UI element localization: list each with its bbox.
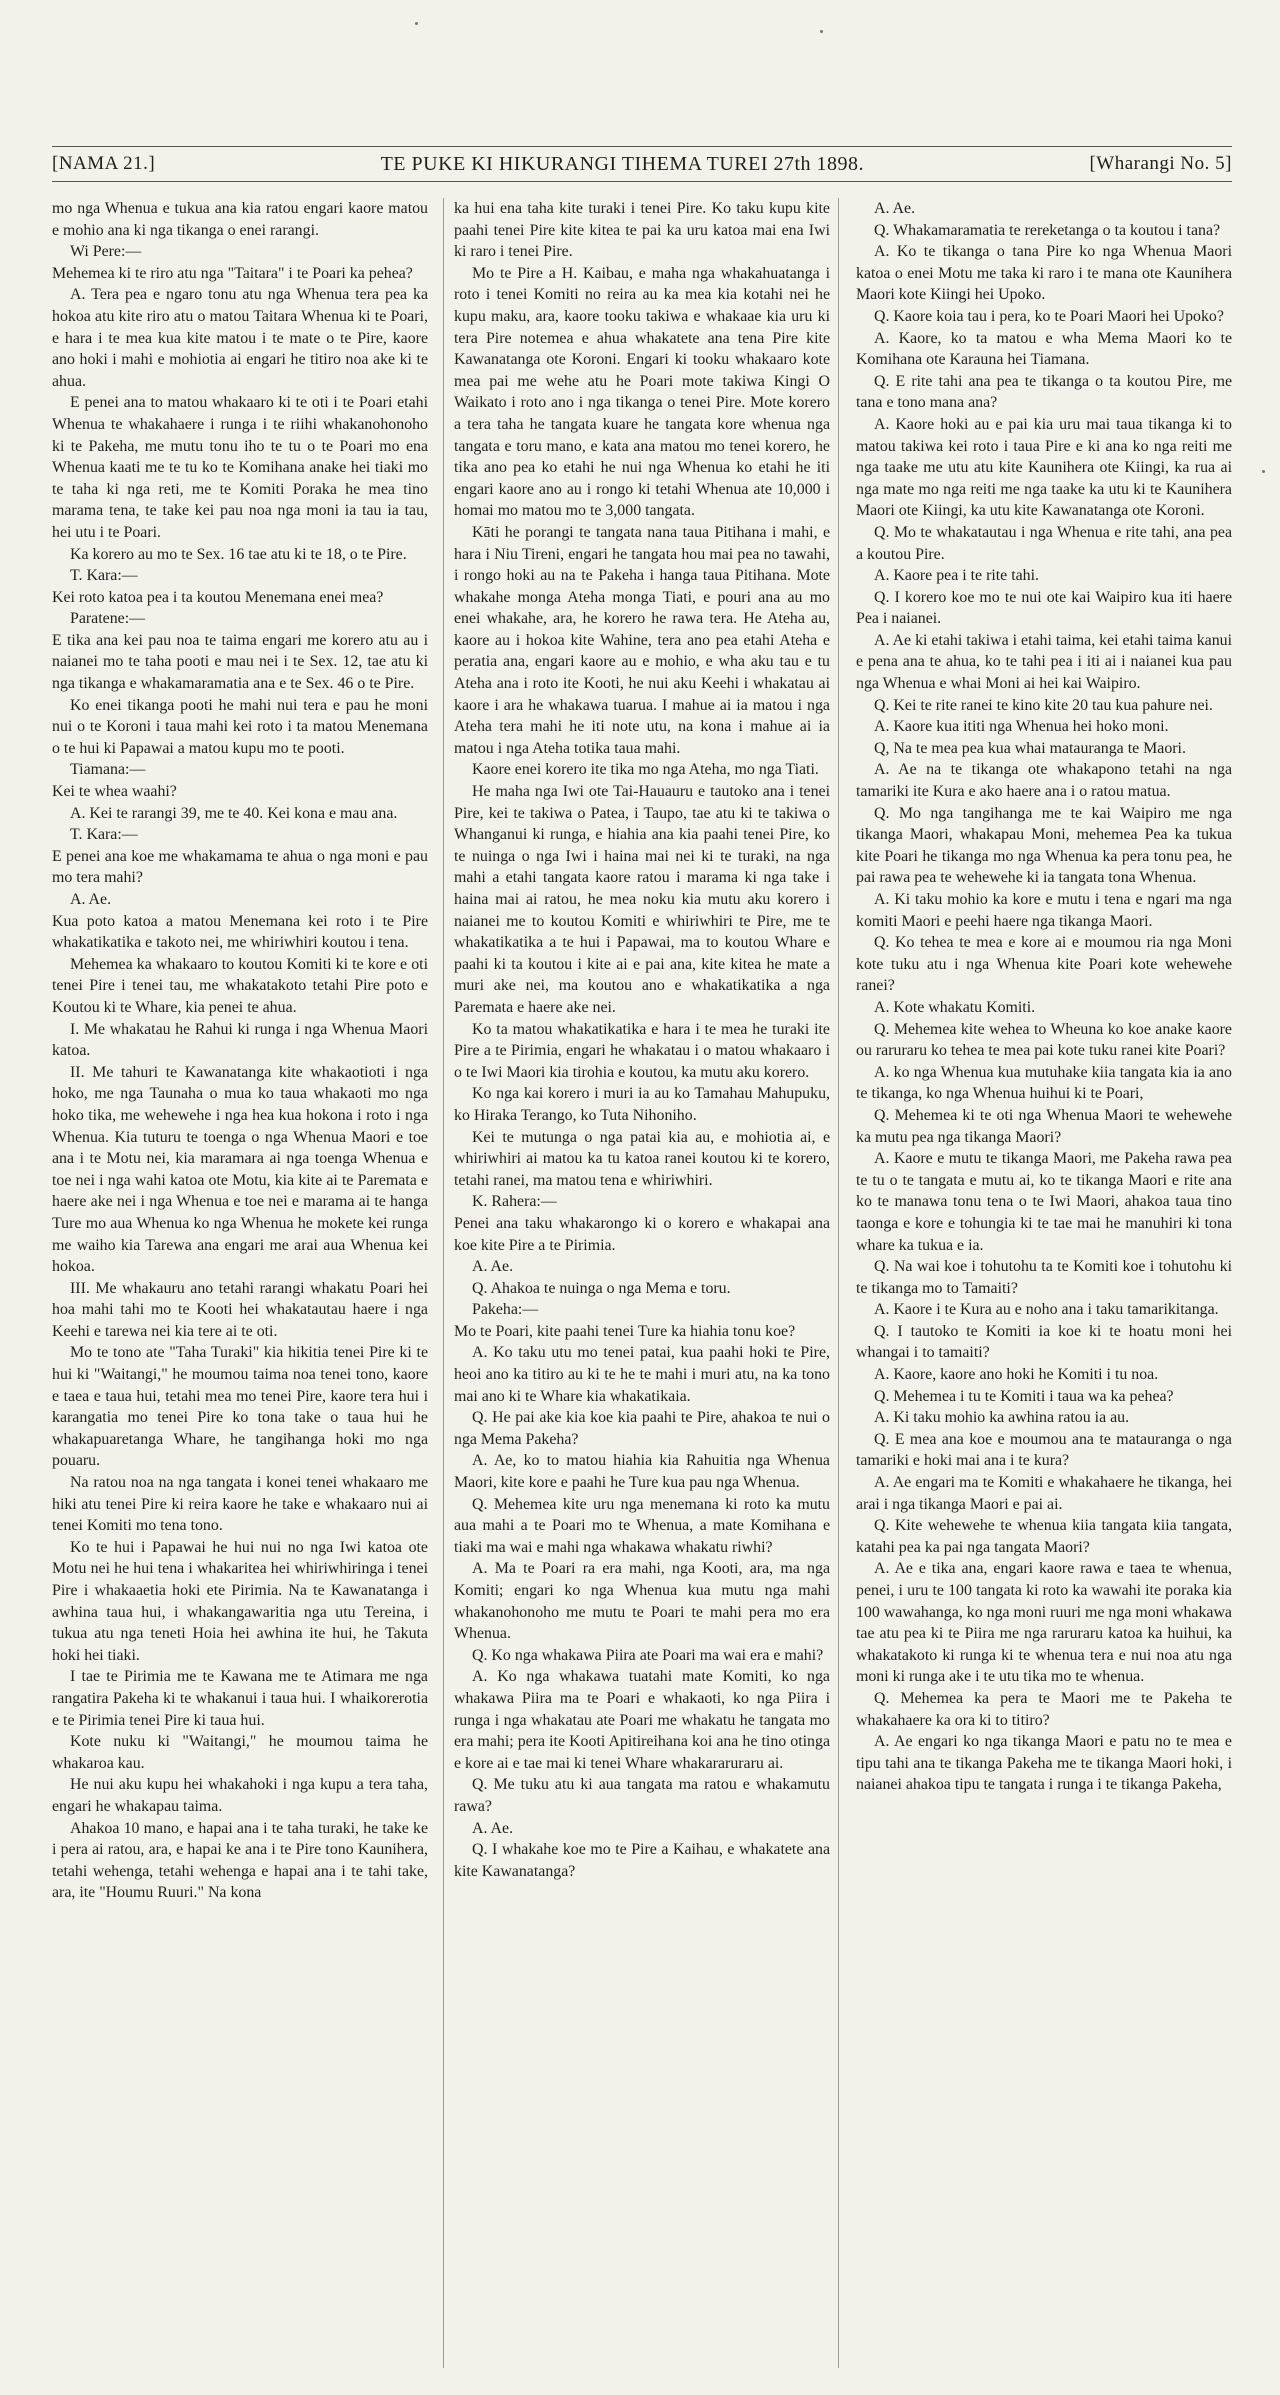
column-middle: [454, 198, 830, 2368]
paragraph: Paratene:—: [70, 610, 146, 628]
paragraph: A. Ko taku utu mo tenei patai, kua paahi hoki te Pire, heoi ano ka titiro au ki te he te mahi i muri atu, na ka tono mai ano ki te Whare kia whakatikaia.: [454, 1344, 830, 1405]
paragraph: Ka korero au mo te Sex. 16 tae atu ki te 18, o te Pire.: [70, 545, 407, 563]
paragraph: Q. Kei te rite ranei te kino kite 20 tau kua pahure nei.: [874, 696, 1213, 714]
paragraph: Mo te Poari, kite paahi tenei Ture ka hiahia tonu koe?: [454, 1322, 796, 1340]
paragraph: II. Me tahuri te Kawanatanga kite whakaotioti i nga hoko, me nga Taunaha o mua ko taua whakaoti mo nga hoko tika, me wehewehe i nga hea kua hokona i roto i nga Whenua. Kia tuturu te toenga o nga Whenua Maori e toe ana i te Motu nei, kia maramara ai nga toenga Whenua e toe nei i nga wahi katoa ote Motu, kia kite ai te Paremata e haere ake nei i nga Whenua e toe nei e marama ai te hanga Ture mo aua Whenua ko nga Whenua he mokete kei runga me waiho kia Tarewa ana engari me arai aua Whenua kei hokoa.: [52, 1063, 428, 1276]
paragraph: Penei ana taku whakarongo ki o korero e whakapai ana koe kite Pire a te Pirimia.: [454, 1214, 830, 1254]
paragraph: Q. Whakamaramatia te rereketanga o ta koutou i tana?: [874, 221, 1221, 239]
paragraph: Mehemea ka whakaaro to koutou Komiti ki te kore e oti tenei Pire i tenei tau, me whakatakoto tetahi Pire poto e Koutou ki te Whare, kia penei te ahua.: [52, 955, 428, 1016]
paragraph: Q. Kite wehewehe te whenua kiia tangata kiia tangata, katahi pea ka pai nga tangata Maori?: [856, 1517, 1232, 1556]
paragraph: A. Ae ki etahi takiwa i etahi taima, kei etahi taima kanui e pena ana te ahua, ko te tahi pea i iti ai i naianei kua pau nga Whenua e whai Moni ai hei kai Waipiro.: [856, 631, 1232, 693]
paragraph: Kei roto katoa pea i ta koutou Menemana enei mea?: [52, 588, 384, 606]
paragraph: A. Ae na te tikanga ote whakapono tetahi na nga tamariki ite Kura e ako haere ana i o ratou matua.: [856, 761, 1232, 801]
paragraph: Q. Mehemea ki te oti nga Whenua Maori te wehewehe ka mutu pea nga tikanga Maori?: [856, 1106, 1232, 1146]
header-bottom-rule: [52, 181, 1232, 182]
paragraph: A. Ki taku mohio ka kore e mutu i tena e ngari ma nga komiti Maori e peehi haere nga tikanga Maori.: [856, 891, 1232, 930]
paragraph: Q. Mo nga tangihanga me te kai Waipiro me nga tikanga Maori, whakapau Moni, mehemea Pea ka tukua kite Poari he tikanga mo nga Whenua ka pera tonu pea, he pai rawa pea te wehewehe ki ia tangata tona Whenua.: [856, 804, 1232, 887]
paragraph: Q. E mea ana koe e moumou ana te matauranga o nga tamariki e hoki mai ana i te kura?: [856, 1430, 1232, 1470]
paragraph: Q. Kaore koia tau i pera, ko te Poari Maori hei Upoko?: [874, 307, 1224, 325]
paragraph: A. Kaore kua ititi nga Whenua hei hoko moni.: [874, 718, 1169, 736]
paragraph: A. Ko nga whakawa tuatahi mate Komiti, ko nga whakawa Piira ma te Poari e whakaoti, ko nga Piira i runga i nga whakatau ate Poari me whakatu he tangata mo era mahi; pera ite Kooti Apitireihana koi ana he tino otinga e kore ai e tae mai ki tenei Whare whakararuraru ai.: [454, 1668, 830, 1772]
paragraph: I tae te Pirimia me te Kawana me te Atimara me nga rangatira Pakeha ki te whakanui i taua hui. I whaikorerotia e te Pirimia tenei Pire ki taua hui.: [52, 1668, 428, 1729]
paragraph: Q. Mehemea i tu te Komiti i taua wa ka pehea?: [874, 1387, 1174, 1405]
column-left: [52, 198, 428, 2368]
paragraph: Q. He pai ake kia koe kia paahi te Pire, ahakoa te nui o nga Mema Pakeha?: [454, 1409, 830, 1448]
paragraph: Ko te hui i Papawai he hui nui no nga Iwi katoa ote Motu nei he hui tena i whakaritea hei whiriwhiringa i tenei Pire i whakaaetia hoki ete Pirimia. Na te Kawanatanga i awhina taua hui, i whakangawaritia nga utu Tereina, i tukua atu nga teneti Hoia hei awhina ite hui, he Takuta hoki hei tiaki.: [52, 1538, 428, 1664]
paragraph: A. Kaore i te Kura au e noho ana i taku tamarikitanga.: [874, 1301, 1219, 1319]
paragraph: Q. I whakahe koe mo te Pire a Kaihau, e whakatete ana kite Kawanatanga?: [454, 1841, 830, 1880]
page-number: [Wharangi No. 5]: [1089, 153, 1232, 174]
paragraph: A. Kaore hoki au e pai kia uru mai taua tikanga ki to matou takiwa kei roto i taua Pire e ki ana ko nga reiti me nga taake me utu atu kite Kaunihera ote Kiingi, ka rua ai nga mate mo nga reiti me nga taake ka utu ki te Kaunihera Maori ote Kiingi, ka utu kite Kawanatanga ote Koroni.: [856, 415, 1232, 520]
paragraph: A. Kote whakatu Komiti.: [874, 998, 1036, 1016]
paragraph: A. ko nga Whenua kua mutuhake kiia tangata kia ia ano te tikanga, ko nga Whenua huihui ki te Poari,: [856, 1063, 1232, 1103]
paragraph: A. Ko te tikanga o tana Pire ko nga Whenua Maori katoa o enei Motu me taka ki raro i te mana ote Kaunihera Maori kote Kiingi hei Upoko.: [856, 243, 1232, 304]
paragraph: A. Kaore, kaore ano hoki he Komiti i tu noa.: [874, 1366, 1159, 1384]
paragraph: A. Ki taku mohio ka awhina ratou ia au.: [874, 1409, 1130, 1427]
paragraph: mo nga Whenua e tukua ana kia ratou engari kaore matou e mohio ana ki nga tikanga o enei rarangi.: [52, 200, 428, 239]
paragraph: Q, Na te mea pea kua whai matauranga te Maori.: [874, 739, 1186, 757]
paper-title-date: TE PUKE KI HIKURANGI TIHEMA TUREI 27th 1898.: [380, 152, 865, 175]
paragraph: Q. Ko nga whakawa Piira ate Poari ma wai era e mahi?: [472, 1646, 824, 1664]
issue-number: [NAMA 21.]: [52, 153, 156, 174]
paragraph: A. Ae.: [70, 891, 112, 908]
paragraph: E tika ana kei pau noa te taima engari me korero atu au i naianei mo te taha pooti e mau nei i te Sex. 12, tae atu ki nga tikanga e whakamaramatia ana e te Sex. 46 o te Pire.: [52, 631, 428, 693]
paragraph: A. Kaore pea i te rite tahi.: [874, 567, 1040, 585]
paragraph: E penei ana koe me whakamama te ahua o nga moni e pau mo tera mahi?: [52, 847, 428, 887]
text-columns: [52, 198, 1232, 2368]
paragraph: Q. I korero koe mo te nui ote kai Waipiro kua iti haere Pea i naianei.: [856, 588, 1232, 628]
paragraph: Kote nuku ki "Waitangi," he moumou taima he whakaroa kau.: [52, 1733, 428, 1772]
paragraph: A. Kaore, ko ta matou e wha Mema Maori ko te Komihana ote Karauna hei Tiamana.: [856, 329, 1232, 369]
paragraph: Tiamana:—: [70, 761, 146, 779]
paragraph: Mehemea ki te riro atu nga "Taitara" i te Poari ka pehea?: [52, 264, 413, 282]
paragraph: Kaore enei korero ite tika mo nga Ateha, mo nga Tiati.: [472, 761, 819, 779]
paragraph: ka hui ena taha kite turaki i tenei Pire. Ko taku kupu kite paahi tenei Pire kite kitea te pai ka uru katoa mai ena Iwi ki raro i tenei Pire.: [454, 200, 830, 261]
paragraph: T. Kara:—: [70, 826, 138, 844]
paragraph: Q. Ahakoa te nuinga o nga Mema e toru.: [472, 1279, 731, 1297]
paragraph: Wi Pere:—: [70, 243, 142, 261]
paragraph: A. Ae engari ma te Komiti e whakahaere he tikanga, hei arai i nga tikanga Maori e pai ai.: [856, 1474, 1232, 1513]
paragraph: Q. Mehemea kite uru nga menemana ki roto ka mutu aua mahi a te Poari mo te Whenua, a mate Komihana e tiaki ma wai e mahi nga whakawa whakatu riwhi?: [454, 1495, 830, 1556]
paragraph: A. Kei te rarangi 39, me te 40. Kei kona e mau ana.: [70, 804, 398, 822]
paragraph: A. Ma te Poari ra era mahi, nga Kooti, ara, ma nga Komiti; engari ko nga Whenua kua mutu nga mahi whakanohonoho me mutu te Poari te mahi pera mo era Whenua.: [454, 1560, 830, 1643]
paragraph: Na ratou noa na nga tangata i konei tenei whakaaro me hiki atu tenei Pire ki reira kaore he take e whakaaro nui ai tenei Komiti mo tena tono.: [52, 1474, 428, 1535]
print-speck: [820, 30, 823, 33]
paragraph: A. Tera pea e ngaro tonu atu nga Whenua tera pea ka hokoa atu kite riro atu o matou Taitara Whenua ki te Poari, e hara i te mea kua kite matou i te mate o te Pire, kaore ano hoki i mahi e mohiotia ai engari he titiro noa ake ki te ahua.: [52, 286, 428, 390]
paragraph: Q. Na wai koe i tohutohu ta te Komiti koe i tohutohu ki te tikanga mo to Tamaiti?: [856, 1258, 1232, 1297]
column-right: [856, 198, 1232, 2368]
paragraph: Kāti he porangi te tangata nana taua Pitihana i mahi, e hara i Niu Tireni, engari he tangata hou mai pea no tawahi, i rongo hoki au na te Pakeha i hanga taua Pitihana. Mote whakahe monga Ateha monga Tiati, e pouri ana au mo enei whakahe, ara, he korero he rawa tera. He Ateha au, kaore au i hokoa kite Wahine, tera ano pea etahi Ateha e peratia ana, engari kaore au e mohio, e wha aku tau e tu Ateha ana i roto ite Kooti, he nui aku Keehi i whakatau ai kaore i ara he whakawa tuarua. I mahue ai ia matou i nga Ateha tera mahi he iti note utu, na kona i mahue ai ia matou i nga Ateha totika taua mahi.: [454, 523, 830, 757]
paragraph: E penei ana to matou whakaaro ki te oti i te Poari etahi Whenua te whakahaere i runga i te riihi whakanohonoho ki te Pakeha, me mutu tonu iho te tu o te Poari mo ena Whenua kaati me te tu ko te Komihana anake hei tiaki mo te taha ki nga reti, me te Komiti Poraka he mea tino marama tena, te take kei pau noa nga moni ia tau ia tau, hei utu i te Poari.: [52, 394, 428, 541]
print-speck: [1262, 470, 1265, 473]
paragraph: Pakeha:—: [472, 1301, 539, 1319]
paragraph: III. Me whakauru ano tetahi rarangi whakatu Poari hei hoa mahi tahi mo te Kooti hei whakatautau haere i nga Keehi e tarewa nei kia tere ai te oti.: [52, 1279, 428, 1340]
paragraph: Kei te mutunga o nga patai kia au, e mohiotia ai, e whiriwhiri ai matou ka tu katoa ranei koutou ki te korero, tetahi ranei, ma matou tena e whiriwhiri.: [454, 1128, 830, 1189]
paragraph: Ko enei tikanga pooti he mahi nui tera e pau he moni nui o te Koroni i taua mahi kei roto i ta matou Menemana o te hui ki Papawai a matou kupu mo te pooti.: [52, 696, 428, 757]
paragraph: A. Ae.: [874, 200, 916, 217]
paragraph: Q. Me tuku atu ki aua tangata ma ratou e whakamutu rawa?: [454, 1776, 830, 1815]
paragraph: K. Rahera:—: [472, 1193, 557, 1211]
paragraph: Kei te whea waahi?: [52, 783, 177, 801]
paragraph: Kua poto katoa a matou Menemana kei roto i te Pire whakatikatika e takoto nei, me whiriwhiri koutou i tena.: [52, 912, 428, 952]
header-top-rule: [52, 146, 1232, 147]
paragraph: I. Me whakatau he Rahui ki runga i nga Whenua Maori katoa.: [52, 1020, 428, 1060]
paragraph: Q. I tautoko te Komiti ia koe ki te hoatu moni hei whangai i to tamaiti?: [856, 1322, 1232, 1362]
paragraph: A. Ae, ko to matou hiahia kia Rahuitia nga Whenua Maori, kite kore e paahi he Ture kua pau nga Whenua.: [454, 1452, 830, 1492]
paragraph: Mo te tono ate "Taha Turaki" kia hikitia tenei Pire ki te hui ki "Waitangi," he moumou taima noa tenei tono, kaore e taea e taua hui, tetahi mea mo tenei Pire, kaore tera hui i karangatia mo tenei Pire ko tona take o taua hui he whakapuaretanga Whare, he tangihanga hoki mo nga pouaru.: [52, 1344, 428, 1470]
masthead: [52, 150, 1232, 178]
paragraph: A. Ae.: [472, 1819, 514, 1837]
paragraph: He nui aku kupu hei whakahoki i nga kupu a tera taha, engari he whakapau taima.: [52, 1776, 428, 1815]
paragraph: Q. Mo te whakatautau i nga Whenua e rite tahi, ana pea a koutou Pire.: [856, 523, 1232, 563]
paragraph: T. Kara:—: [70, 567, 138, 585]
paragraph: Ko ta matou whakatikatika e hara i te mea he turaki ite Pire a te Pirimia, engari he whakatau i o matou whakaaro i o te Iwi Maori kia tirohia e koutou, ka mutu aku korero.: [454, 1020, 830, 1081]
column-divider: [443, 198, 444, 2368]
paragraph: Ko nga kai korero i muri ia au ko Tamahau Mahupuku, ko Hiraka Terango, ko Tuta Nihoniho.: [454, 1085, 830, 1124]
paragraph: Q. E rite tahi ana pea te tikanga o ta koutou Pire, me tana e tono mana ana?: [856, 372, 1232, 412]
paragraph: Q. Mehemea kite wehea to Wheuna ko koe anake kaore ou raruraru ko tehea te mea pai kote tuku ranei kite Poari?: [856, 1020, 1232, 1060]
paragraph: A. Ae.: [472, 1258, 514, 1276]
paragraph: Q. Ko tehea te mea e kore ai e moumou ria nga Moni kote tuku atu i nga Whenua kite Poari kote wehewehe ranei?: [856, 934, 1232, 995]
paragraph: A. Ae engari ko nga tikanga Maori e patu no te mea e tipu tahi ana te tikanga Pakeha me te tikanga Maori hoki, i naianei ahakoa tipu te tangata i runga i te tikanga Pakeha,: [856, 1733, 1232, 1794]
print-speck: [415, 22, 418, 25]
paragraph: A. Kaore e mutu te tikanga Maori, me Pakeha rawa pea te tu o te tangata e mutu ai, ko te tikanga Maori e rite ana ko te manawa tonu tena o te Iwi Maori, ahakoa taua tino taonga e kore e tohungia ki te tae mai he manuhiri ki tona whare ka tukua e ia.: [856, 1150, 1232, 1254]
paragraph: Q. Mehemea ka pera te Maori me te Pakeha te whakahaere ka ora ki to titiro?: [856, 1689, 1232, 1729]
paragraph: He maha nga Iwi ote Tai-Hauauru e tautoko ana i tenei Pire, kei te takiwa o Patea, i Taupo, tae atu ki te takiwa o Whanganui ki runga, e hiahia ana kia paahi tenei Pire, ko te nuinga o nga Iwi i haina mai nei ki te turaki, na nga mahi a etahi tangata kaore ratou i marama ki nga take i haina mai ai ratou, he mea noku kia mutu aku korero i naianei me to koutou Komiti e whiriwhiri te Pire, me te whakatikatika a te hui i Papawai, ma to koutou Whare e paahi ki ta koutou i kite ai e pai ana, kite kitea he mate a muri ake nei, ma koutou ano e whakatikatika a nga Paremata e haere ake nei.: [454, 783, 830, 1016]
paragraph: Ahakoa 10 mano, e hapai ana i te taha turaki, he take ke i pera ai ratou, ara, e hapai ke ana i te Pire tono Kaunihera, tetahi wehenga, tetahi wehenga e hapai ana i te tahi take, ara, ite "Houmu Ruuri." Na kona: [52, 1819, 428, 1902]
paragraph: A. Ae e tika ana, engari kaore rawa e taea te whenua, penei, i uru te 100 tangata ki roto ka wawahi ite poraka kia 100 wawahanga, ko nga moni ruuri me nga moni whakawa tae atu pea ki te Piira me nga raruraru katoa ka huihui, ka whakatakoto ki runga ki te whenua tera e nui noa atu nga moni ki runga ake i te utu tika mo te whenua.: [856, 1560, 1232, 1686]
paragraph: Mo te Pire a H. Kaibau, e maha nga whakahuatanga i roto i tenei Komiti no reira au ka mea kia kotahi nei he kupu maku, ara, kaore tooku takiwa e whakaae kia uru ki tera Pire notemea e ahua whakatete ana tena Pire kite Kawanatanga ote Koroni. Engari ki tooku whakaaro kote mea pai me wehe atu he Poari mote takiwa Kingi O Waikato i roto ano i nga tikanga o tenei Pire. Mote korero a tera taha he tangata kuare he tangata kore whenua nga tangata e toru mano, e kata ana matou mo tenei korero, he tika ano pea ko etahi he nui nga Whenua ko etahi he iti engari kaore ano au i rongo ki tetahi Whenua ate 10,000 i homai mo matou mo te 3,000 tangata.: [454, 264, 830, 520]
column-divider: [838, 198, 839, 2368]
